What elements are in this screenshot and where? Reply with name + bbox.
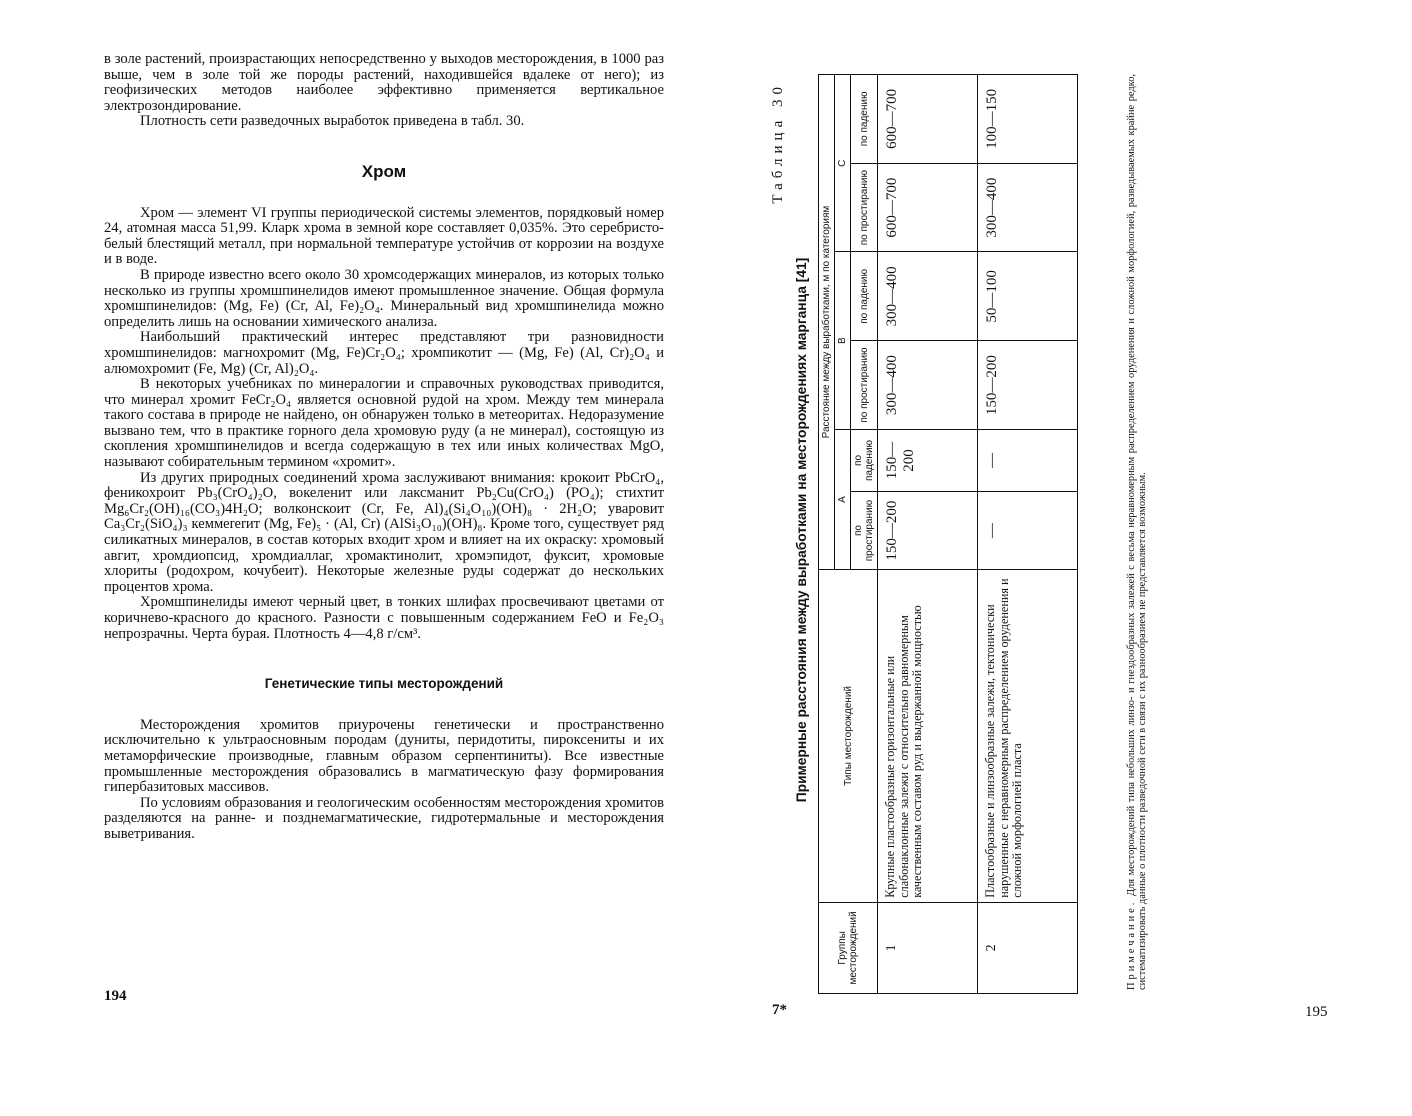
cell-a-strike: — (978, 492, 1078, 570)
header-cat-a: A (835, 429, 851, 569)
paragraph-2: Плотность сети разведочных выработок приведена в табл. 30. (140, 113, 525, 130)
paragraph-1: в золе растений, произрастающих непосредственно у выходов месторождения, в 1000 раз выше, чем в золе той же породы растений, находившейся вдалеке от него); из геофизических методов наиболее эффективно применяется вертикальное электрозондирование. (104, 51, 664, 114)
header-b-dip: по падению (851, 252, 878, 341)
cell-c-strike: 600—700 (878, 163, 978, 252)
row-type: Пластообразные и линзообразные залежи, тектонически нарушенные с неравномерным распределением оруденения и сложной морфологией пласта (978, 570, 1078, 903)
cell-c-strike: 300—400 (978, 163, 1078, 252)
note-text: Для месторождений типа небольших линзо- и гнездообразных залежей с весьма неравномерным распределением оруденения и сложной морфологией, разведываемых крайне редко, систематизировать данные о плотности разведочной сети в связи с их разнообразием не представляется возможным. (1126, 74, 1149, 990)
paragraph-10: По условиям образования и геологическим особенностям месторождения хромитов разделяются на ранне- и позднемагматические, гидротермальные и месторождения выветривания. (104, 794, 664, 842)
note-label: Примечание. (1126, 899, 1137, 990)
table-note (1126, 74, 1149, 990)
header-row-1 (819, 75, 835, 994)
header-a-dip: по падению (851, 429, 878, 491)
cell-a-dip: 150—200 (878, 429, 978, 491)
paragraph-4: В природе известно всего около 30 хромсодержащих минералов, из которых только несколько из группы хромшпинелидов имеют промышленное значение. Общая формула хромшпинелидов: (Mg, Fe) (Cr, Al, Fe)₂O₄. Минеральный вид хромшпинелида можно определить лишь на основании химического анализа. (104, 266, 664, 330)
header-type: Типы месторождений (819, 570, 878, 903)
left-page (104, 52, 664, 843)
rotated-table-block (766, 66, 1186, 994)
page-number-left: 194 (104, 988, 127, 1004)
header-c-dip: по падению (851, 75, 878, 164)
header-group: Группы месторождений (819, 902, 878, 993)
spacing-table (818, 74, 1078, 994)
paragraph-7: Из других природных соединений хрома заслуживают внимания: крокоит PbCrO₄, феникохроит Pb₃(CrO₄)₂O, вокеленит или лаксманит Pb₂Cu(CrO₄) (PO₄); стихтит Mg₆Cr₂(OH)₁₆(CO₃)4H₂O; волконскоит (Cr, Fe, Al)₄(Si₄O₁₀)(OH)₈ · 2H₂O; уваровит Ca₃Cr₂(SiO₄)₃ кеммererит (Mg, Fe)₅ · (Al, Cr) (AlSi₃O₁₀)(OH)₈. Кроме того, существует ряд силикатных минералов, в состав которых входит хром и влияет на их окраску: хромовый авгит, хромдиопсид, хромдиаллаг, хромактинолит, хромэпидот, фуксит, хромовые хлориты (родохром, кочубеит). Некоторые железные руды содержат до нескольких процентов хрома. (104, 469, 664, 595)
cell-c-dip: 600—700 (878, 75, 978, 164)
paragraph-9: Месторождения хромитов приурочены генетически и пространственно исключительно к ультраосновным породам (дуниты, перидотиты, пироксениты и их метаморфические производные, главным образом серпентиниты). Все известные промышленные месторождения образовались в магматическую фазу формирования гипербазитовых массивов. (104, 716, 664, 796)
paragraph-3: Хром — элемент VI группы периодической системы элементов, порядковый номер 24, атомная масса 51,99. Кларк хрома в земной коре составляет 0,035%. Это серебристо-белый блестящий металл, при нормальной температуре устойчив от коррозии на воздухе и в воде. (104, 204, 664, 268)
table-row (978, 75, 1078, 994)
table-title: Примерные расстояния между выработками на месторождениях марганца [41] (794, 257, 809, 803)
paragraph-6: В некоторых учебниках по минералогии и справочных руководствах приводится, что минерал хромит FeCr₂O₄ является основной рудой на хром. Между тем минерала такого состава в природе не найдено, он обнаружен только в метеоритах. Недоразумение вызвано тем, что в практике горного дела хромовую руду (а не минерал), состоящую из скопления хромшпинелидов и всегда содержащую в тех или иных количествах MgO, называют собирательным термином «хромит». (104, 376, 664, 471)
cell-b-strike: 150—200 (978, 341, 1078, 430)
header-cat-c: C (835, 75, 851, 253)
header-cat-b: B (835, 252, 851, 429)
right-page (766, 66, 1186, 994)
cell-b-strike: 300—400 (878, 341, 978, 430)
header-b-strike: по простиранию (851, 341, 878, 430)
cell-c-dip: 100—150 (978, 75, 1078, 164)
paragraph-5: Наибольший практический интерес представляют три разновидности хромшпинелидов: магнохромит (Mg, Fe)Cr₂O₄; хромпикотит — (Mg, Fe) (Al, Cr)₂O₄ и алюмохромит (Fe, Mg) (Cr, Al)₂O₄. (104, 329, 664, 377)
cell-a-strike: 150—200 (878, 492, 978, 570)
page-number-right: 195 (1305, 1004, 1328, 1020)
table-row (878, 75, 978, 994)
header-a-strike: по простиранию (851, 492, 878, 570)
cell-b-dip: 50—100 (978, 252, 1078, 341)
heading-genetic-types: Генетические типы месторождений (264, 676, 504, 692)
row-group: 1 (878, 902, 978, 993)
cell-a-dip: — (978, 429, 1078, 491)
header-distance: Расстояние между выработками, м по категориям (819, 75, 835, 570)
row-type: Крупные пластообразные горизонтальные или слабонаклонные залежи с относительно равномерным качественным составом руд и выдержанной мощностью (878, 570, 978, 903)
signature-mark: 7* (772, 1002, 787, 1018)
paragraph-8: Хромшпинелиды имеют черный цвет, в тонких шлифах просвечивают цветами от коричнево-красного до красного. Разности с повышенным содержанием FeO и Fe₂O₃ непрозрачны. Черта бурая. Плотность 4—4,8 г/см³. (104, 594, 664, 642)
row-group: 2 (978, 902, 1078, 993)
heading-chrom: Хром (361, 161, 407, 181)
cell-b-dip: 300—400 (878, 252, 978, 341)
table-number: Таблица 30 (770, 82, 786, 204)
header-c-strike: по простиранию (851, 163, 878, 252)
